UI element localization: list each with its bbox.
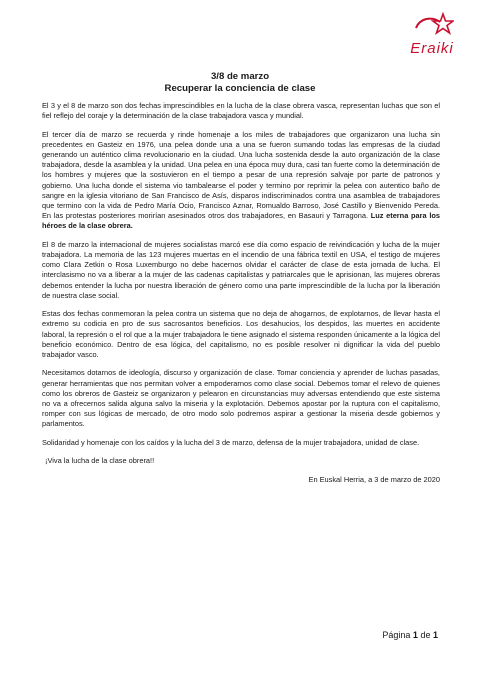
page-label: Página <box>382 630 411 640</box>
document-date-title: 3/8 de marzo <box>210 71 270 82</box>
paragraph-3-marzo-text: El tercer día de marzo se recuerda y rinde homenaje a los miles de trabajadores que organizaron una lucha sin precedentes en Gasteiz en 1976, una pelea donde una a una se fueron sumando todas las empresas de la ciudad generando un auténtico clima revolucionario en la ciudad. Una lucha sostenida desde la auto organización de la clase trabajadora, desde la asamblea y la unidad. Una pelea en una época muy dura, casi tan fuerte como la determinación de los hombres y mujeres que la sostuvieron en el tiempo a pesar de una represión salvaje por parte de patronos y gobierno. Una lucha donde el sistema vio tambalearse el poder y termino por reprimir la pelea con autentico baño de sangre en la iglesia vitoriano de San Francisco de Asís, disparos indiscriminados contra una asamblea de trabajadores que termino con la vida de Pedro María Ocio, Francisco Aznar, Romualdo Barroso, José Castillo y Bienvenido Pereda. En las protestas posteriores morirían asesinados otros dos trabajadores, en Basauri y Tarragona. <box>42 129 440 221</box>
logo-text: Eraiki <box>410 40 454 57</box>
page-footer <box>382 630 438 640</box>
document-header <box>0 71 480 94</box>
star-icon <box>410 12 454 42</box>
document-title: Recuperar la conciencia de clase <box>164 83 316 94</box>
eraiki-logo <box>410 12 454 58</box>
signoff-date: En Euskal Herria, a 3 de marzo de 2020 <box>308 474 440 484</box>
paragraph-3-marzo-emphasis: Luz eterna para los héroes de la clase obrera. <box>42 211 440 231</box>
closing-slogan: ¡Viva la lucha de la clase obrera!! <box>45 456 155 466</box>
page-of-label: de <box>420 630 431 640</box>
page-total: 1 <box>432 630 438 640</box>
page-number: 1 <box>412 630 418 640</box>
paragraph-8-marzo: El 8 de marzo la internacional de mujeres socialistas marcó ese día como espacio de reivindicación y lucha de la mujer trabajadora. La memoria de las 123 mujeres muertas en el incendio de una fábrica textil en USA, el testigo de mujeres como Clara Zetkin o Rosa Luxemburgo no debe hacernos olvidar el carácter de clase de esta jornada de lucha. El interclasismo no va a liberar a la mujer de las cadenas capitalistas y patriarcales que le aprisionan, las mujeres obreras debemos entender la lucha por nuestra liberación de género como una parte imprescindible de la lucha por la liberación de nuestra clase social. <box>42 239 440 300</box>
document-body <box>42 101 440 493</box>
paragraph-solidaridad: Solidaridad y homenaje con los caídos y la lucha del 3 de marzo, defensa de la mujer trabajadora, unidad de clase. <box>42 437 420 447</box>
paragraph-ideologia: Necesitamos dotarnos de ideología, discurso y organización de clase. Tomar conciencia y aprender de luchas pasadas, generar herramientas que nos permitan volver a empoderarnos como clase social. Debemos tomar el relevo de quienes como los obreros de Gasteiz se organizaron y pelearon en circunstancias muy adversas entendiendo que este sistema no va a ofrecernos salida alguna salvo la miseria y la explotación. Debemos apostar por la ruptura con el capitalismo, romper con sus lógicas de mercado, de otro modo solo podremos aspirar a gestionar la miseria desde gobiernos y parlamentos. <box>42 368 440 429</box>
paragraph-intro: El 3 y el 8 de marzo son dos fechas imprescindibles en la lucha de la clase obrera vasca, representan luchas que son el fiel reflejo del coraje y la determinación de la clase trabajadora vasca y mundial. <box>42 101 440 121</box>
paragraph-fechas: Estas dos fechas conmemoran la pelea contra un sistema que no deja de ahogarnos, de explotarnos, de llevar hasta el extremo su codicia en pro de sus sacrosantos beneficios. Los desahucios, los despidos, las muertes en accidente laboral, la represión o el rol que a la mujer trabajadora le tiene asignado el sistema responden únicamente a la lógica del beneficio económico. Dentro de esa lógica, del capitalismo, no es posible resolver ni dignificar la vida del pueblo trabajador vasco. <box>42 309 440 360</box>
paragraph-3-marzo <box>42 130 440 232</box>
